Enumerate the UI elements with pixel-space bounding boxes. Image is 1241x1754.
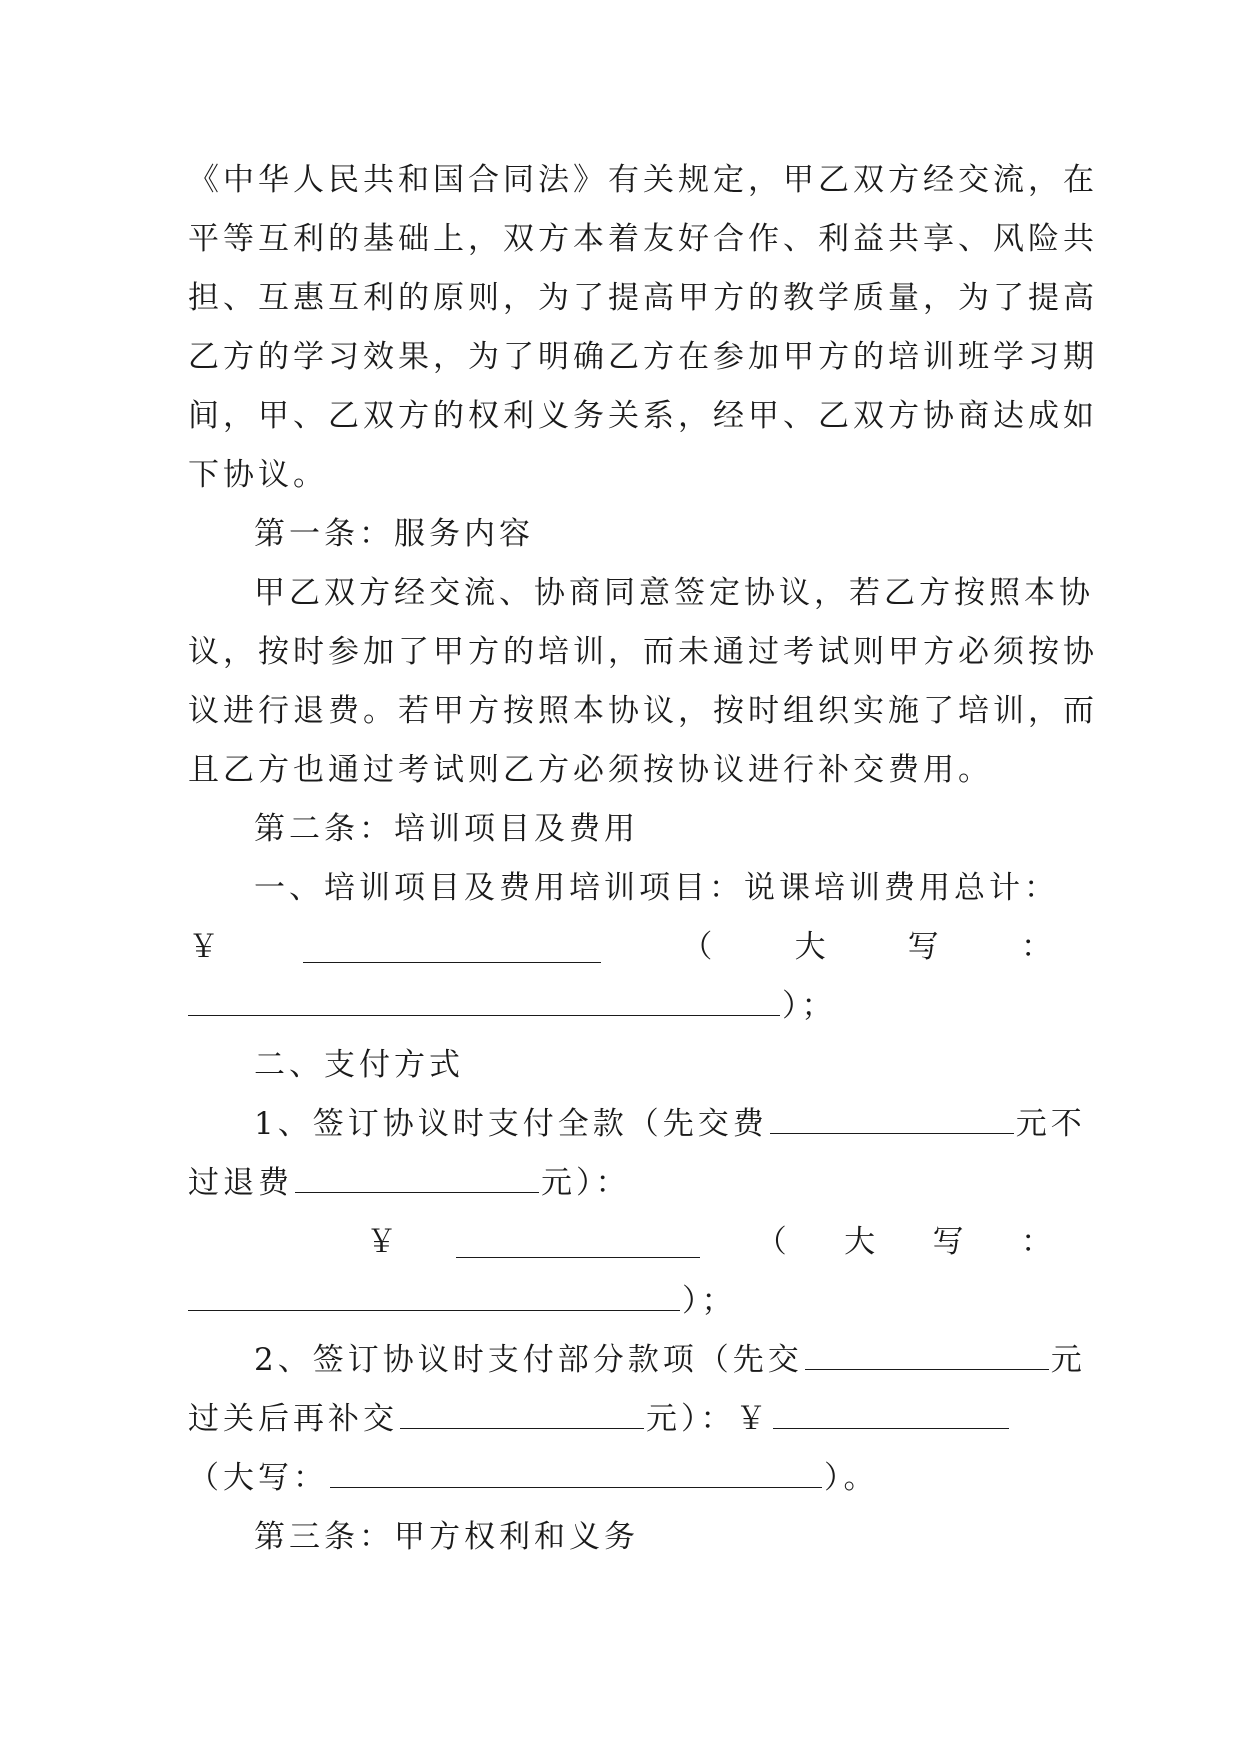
close-semicolon: ）； <box>782 988 837 1024</box>
pay1-line2-start: 过退费 <box>188 1165 293 1201</box>
intro-line-1: 《中华人民共和国合同法》有关规定，甲乙双方经交流，在 <box>188 162 1098 198</box>
pay2-line2-mid: 元）：￥ <box>646 1401 771 1437</box>
colon-char: ： <box>1020 929 1056 965</box>
pay2-amount-blank[interactable] <box>773 1398 1009 1429</box>
pay2-prepay-blank[interactable] <box>805 1339 1049 1370</box>
pay1-amount-blank[interactable] <box>456 1227 700 1258</box>
intro-line-3: 担、互惠互利的原则，为了提高甲方的教学质量，为了提高 <box>188 280 1098 316</box>
item1-text: 一、培训项目及费用培训项目：说课培训费用总计： <box>254 870 1059 906</box>
pay2-line-2 <box>188 1397 1011 1441</box>
xie-char: 写 <box>932 1224 968 1260</box>
article1-line-4: 且乙方也通过考试则乙方必须按协议进行补交费用。 <box>188 752 993 788</box>
pay1-end-text: 元不 <box>1015 1106 1086 1142</box>
article1-line-1: 甲乙双方经交流、协商同意签定协议，若乙方按照本协 <box>254 575 1094 611</box>
pay1-refund-blank[interactable] <box>295 1162 539 1193</box>
article1-line-2: 议，按时参加了甲方的培训，而未通过考试则甲方必须按协 <box>188 634 1098 670</box>
pay1-line-2 <box>188 1161 631 1205</box>
pay1-uppercase-blank[interactable] <box>188 1280 680 1311</box>
intro-line-5: 间，甲、乙双方的权利义务关系，经甲、乙双方协商达成如 <box>188 398 1098 434</box>
yen-symbol: ￥ <box>366 1224 401 1260</box>
article1-heading: 第一条：服务内容 <box>254 516 534 552</box>
intro-line-2: 平等互利的基础上，双方本着友好合作、利益共享、风险共 <box>188 221 1098 257</box>
article3-heading: 第三条：甲方权利和义务 <box>254 1519 639 1555</box>
pay1-line2-end: 元）： <box>541 1165 631 1201</box>
fee-total-line <box>188 925 1056 969</box>
fee-uppercase-line <box>188 984 837 1028</box>
close-semicolon: ）； <box>682 1283 737 1319</box>
da-char: 大 <box>794 929 830 965</box>
article2-heading: 第二条：培训项目及费用 <box>254 811 639 847</box>
pay2-line3-start: （大写： <box>188 1460 328 1496</box>
da-char: 大 <box>844 1224 880 1260</box>
pay2-start-text: 2、签订协议时支付部分款项（先交 <box>254 1342 803 1378</box>
open-paren: （ <box>755 1224 791 1260</box>
item2-heading: 二、支付方式 <box>254 1047 464 1083</box>
pay2-topup-blank[interactable] <box>400 1398 644 1429</box>
open-paren: （ <box>681 929 717 965</box>
intro-line-6: 下协议。 <box>188 457 328 493</box>
pay1-start-text: 1、签订协议时支付全款（先交费 <box>254 1106 768 1142</box>
fee-amount-blank[interactable] <box>303 932 601 963</box>
article1-line-3: 议进行退费。若甲方按照本协议，按时组织实施了培训，而 <box>188 693 1098 729</box>
fee-uppercase-blank[interactable] <box>188 985 780 1016</box>
pay1-uppercase-line <box>188 1279 737 1323</box>
pay1-yen-line <box>366 1220 1056 1264</box>
pay1-prepay-blank[interactable] <box>770 1103 1014 1134</box>
pay1-line-1 <box>254 1102 1086 1146</box>
pay2-end-text: 元 <box>1050 1342 1086 1378</box>
intro-line-4: 乙方的学习效果，为了明确乙方在参加甲方的培训班学习期 <box>188 339 1098 375</box>
xie-char: 写 <box>907 929 943 965</box>
colon-char: ： <box>1020 1224 1056 1260</box>
pay2-uppercase-blank[interactable] <box>330 1457 822 1488</box>
pay2-line-3 <box>188 1456 879 1500</box>
pay2-line2-start: 过关后再补交 <box>188 1401 398 1437</box>
yen-symbol: ￥ <box>188 929 223 965</box>
pay2-line-1 <box>254 1338 1086 1382</box>
pay2-line3-end: ）。 <box>824 1460 879 1496</box>
